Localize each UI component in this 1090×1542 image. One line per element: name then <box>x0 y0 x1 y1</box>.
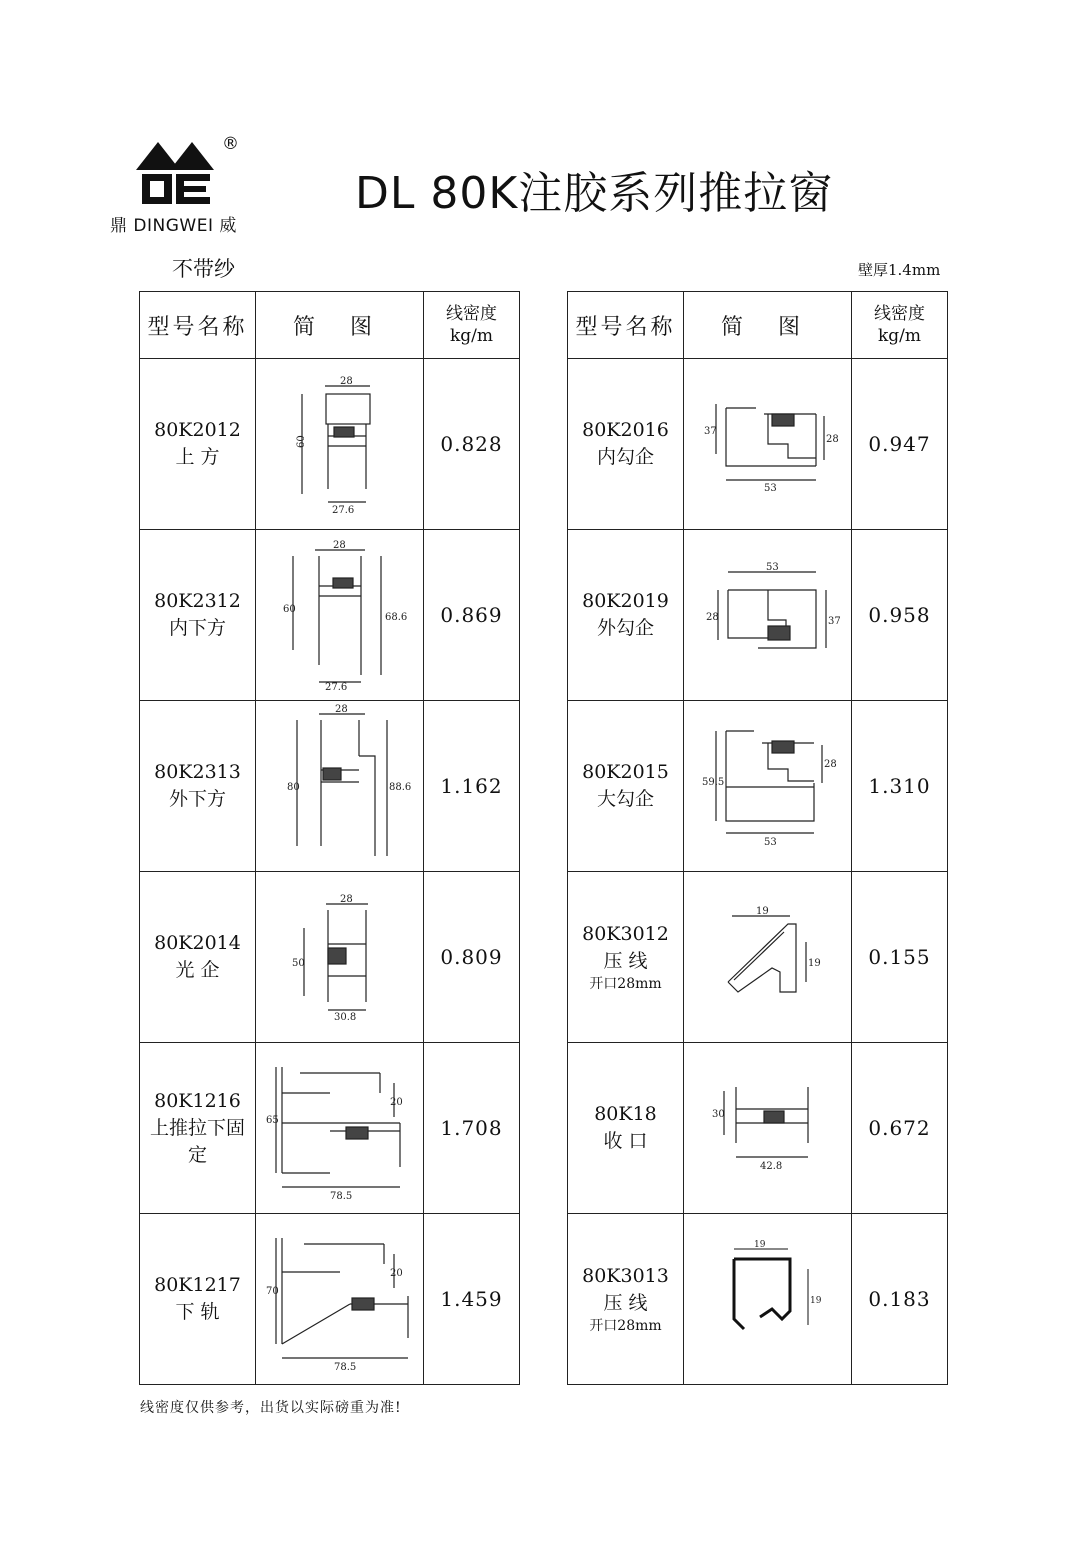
model-cell <box>568 1043 684 1214</box>
model-cell <box>140 701 256 872</box>
header-density-unit: kg/m <box>877 326 922 346</box>
density-value: 0.183 <box>852 1214 948 1385</box>
brand-cn-left: 鼎 <box>110 216 128 236</box>
profile-table-left <box>139 291 520 1385</box>
dim-label: 19 <box>753 1240 765 1250</box>
profile-diagram-cell <box>256 1214 424 1385</box>
page-subtitle: 不带纱 <box>172 257 235 281</box>
model-cell <box>568 359 684 530</box>
table-header-row <box>568 292 948 359</box>
header-diagram: 简 图 <box>684 292 852 359</box>
profile-80k3012-diagram <box>698 902 838 1012</box>
dim-label: 28 <box>823 759 837 770</box>
profile-diagram-cell <box>684 1214 852 1385</box>
header-model-name: 型号名称 <box>140 292 256 359</box>
model-cell <box>140 1214 256 1385</box>
density-value: 0.809 <box>424 872 520 1043</box>
profile-diagram-cell <box>684 530 852 701</box>
model-name: 压 线 <box>603 1292 648 1314</box>
dim-label: 78.5 <box>333 1362 356 1373</box>
model-name: 上 方 <box>175 446 220 468</box>
dim-label: 60 <box>282 604 296 615</box>
profile-80k2012-diagram <box>280 374 400 514</box>
dingwei-logo-icon <box>136 136 226 208</box>
density-value: 0.869 <box>424 530 520 701</box>
model-name: 压 线 <box>603 950 648 972</box>
model-code: 80K1216 <box>154 1089 241 1112</box>
table-row <box>140 359 520 530</box>
dim-label: 78.5 <box>329 1191 352 1202</box>
dim-label: 28 <box>705 612 719 623</box>
model-code: 80K2016 <box>582 419 669 441</box>
model-code: 80K2015 <box>582 761 669 783</box>
model-note: 开口28mm <box>589 1318 662 1334</box>
profile-diagram-cell <box>256 701 424 872</box>
profile-80k1217-diagram <box>260 1224 420 1374</box>
dim-label: 28 <box>825 434 839 445</box>
model-cell <box>568 1214 684 1385</box>
brand-cn-right: 威 <box>219 216 237 236</box>
model-cell <box>140 872 256 1043</box>
profile-80k2016-diagram <box>698 394 838 494</box>
model-code: 80K2014 <box>154 932 241 954</box>
dim-label: 28 <box>334 704 348 715</box>
model-name: 上推拉下固 <box>149 1116 245 1139</box>
model-code: 80K18 <box>594 1103 657 1125</box>
model-code: 80K2313 <box>154 761 241 783</box>
dim-label: 68.6 <box>384 612 407 623</box>
brand-name <box>110 211 237 236</box>
page-title: DL 80K注胶系列推拉窗 <box>355 168 834 219</box>
dim-label: 80 <box>286 782 300 793</box>
dim-label: 59.5 <box>701 777 724 788</box>
dim-label: 20 <box>389 1097 403 1108</box>
profile-80k18-diagram <box>698 1073 838 1183</box>
header-density-label: 线密度 <box>446 304 497 324</box>
dim-label: 50 <box>291 958 305 969</box>
model-name: 外下方 <box>168 788 226 810</box>
dim-label: 30 <box>711 1109 725 1120</box>
table-row <box>140 701 520 872</box>
dim-label: 19 <box>809 1296 821 1306</box>
wall-thickness: 壁厚1.4mm <box>858 261 941 279</box>
model-name-cont: 定 <box>187 1143 207 1166</box>
density-value: 0.155 <box>852 872 948 1043</box>
model-code: 80K2312 <box>154 590 241 612</box>
table-row <box>568 359 948 530</box>
density-value: 1.459 <box>424 1214 520 1385</box>
table-row <box>140 1043 520 1214</box>
model-cell <box>568 872 684 1043</box>
model-name: 收 口 <box>603 1130 648 1152</box>
profile-diagram-cell <box>256 530 424 701</box>
profile-diagram-cell <box>684 1043 852 1214</box>
dim-label: 20 <box>389 1268 403 1279</box>
table-row <box>140 1214 520 1385</box>
dim-label: 60 <box>295 435 307 448</box>
model-name: 大勾企 <box>596 788 654 810</box>
model-code: 80K3012 <box>582 923 669 945</box>
header-diagram: 简 图 <box>256 292 424 359</box>
header-model-name: 型号名称 <box>568 292 684 359</box>
model-cell <box>140 359 256 530</box>
model-cell <box>140 1043 256 1214</box>
model-note: 开口28mm <box>589 976 662 992</box>
model-code: 80K2019 <box>582 590 669 612</box>
dim-label: 28 <box>339 894 353 905</box>
model-code: 80K1217 <box>154 1274 241 1296</box>
dim-label: 27.6 <box>324 682 347 693</box>
header-density-unit: kg/m <box>449 326 494 346</box>
dim-label: 30.8 <box>333 1012 356 1023</box>
dim-label: 70 <box>265 1286 279 1297</box>
model-code: 80K3013 <box>582 1265 669 1287</box>
profile-diagram-cell <box>684 701 852 872</box>
dim-label: 37 <box>827 616 841 627</box>
model-name: 光 企 <box>175 959 220 981</box>
table-row <box>568 701 948 872</box>
density-value: 1.708 <box>424 1043 520 1214</box>
dim-label: 19 <box>807 958 821 969</box>
profile-table-right <box>567 291 948 1385</box>
table-row <box>568 1214 948 1385</box>
footnote: 线密度仅供参考，出货以实际磅重为准! <box>140 1400 402 1416</box>
dim-label: 65 <box>265 1115 279 1126</box>
profile-80k2014-diagram <box>280 892 400 1022</box>
dim-label: 27.6 <box>331 505 354 516</box>
density-value: 1.310 <box>852 701 948 872</box>
model-cell <box>568 701 684 872</box>
header-density <box>852 292 948 359</box>
dim-label: 42.8 <box>759 1161 782 1172</box>
profile-80k1216-diagram <box>260 1053 420 1203</box>
model-name: 内勾企 <box>596 446 654 468</box>
header-density-label: 线密度 <box>874 304 925 324</box>
model-name: 下 轨 <box>175 1301 220 1323</box>
profile-diagram-cell <box>256 1043 424 1214</box>
profile-diagram-cell <box>684 872 852 1043</box>
dim-label: 53 <box>765 562 779 573</box>
profile-diagram-cell <box>256 359 424 530</box>
dim-label: 28 <box>339 376 353 387</box>
dim-label: 53 <box>763 483 777 494</box>
dim-label: 53 <box>763 837 777 848</box>
model-name: 外勾企 <box>596 617 654 639</box>
model-code: 80K2012 <box>154 419 241 441</box>
dim-label: 88.6 <box>388 782 411 793</box>
profile-80k2313-diagram <box>275 704 411 866</box>
table-row <box>140 872 520 1043</box>
density-value: 0.828 <box>424 359 520 530</box>
model-name: 内下方 <box>168 617 226 639</box>
table-row <box>568 530 948 701</box>
dim-label: 28 <box>332 540 346 551</box>
registered-mark: ® <box>222 134 239 154</box>
table-row <box>568 1043 948 1214</box>
model-cell <box>568 530 684 701</box>
profile-80k2015-diagram <box>698 721 838 851</box>
dim-label: 37 <box>703 426 717 437</box>
model-cell <box>140 530 256 701</box>
profile-80k2312-diagram <box>275 540 407 693</box>
table-row <box>140 530 520 701</box>
header-density <box>424 292 520 359</box>
density-value: 0.958 <box>852 530 948 701</box>
profile-80k2019-diagram <box>698 560 841 670</box>
profile-80k3013-diagram <box>698 1239 838 1359</box>
table-row <box>568 872 948 1043</box>
brand-en: DINGWEI <box>133 216 214 236</box>
profile-diagram-cell <box>684 359 852 530</box>
profile-diagram-cell <box>256 872 424 1043</box>
density-value: 0.672 <box>852 1043 948 1214</box>
density-value: 1.162 <box>424 701 520 872</box>
density-value: 0.947 <box>852 359 948 530</box>
dim-label: 19 <box>755 906 769 917</box>
table-header-row <box>140 292 520 359</box>
